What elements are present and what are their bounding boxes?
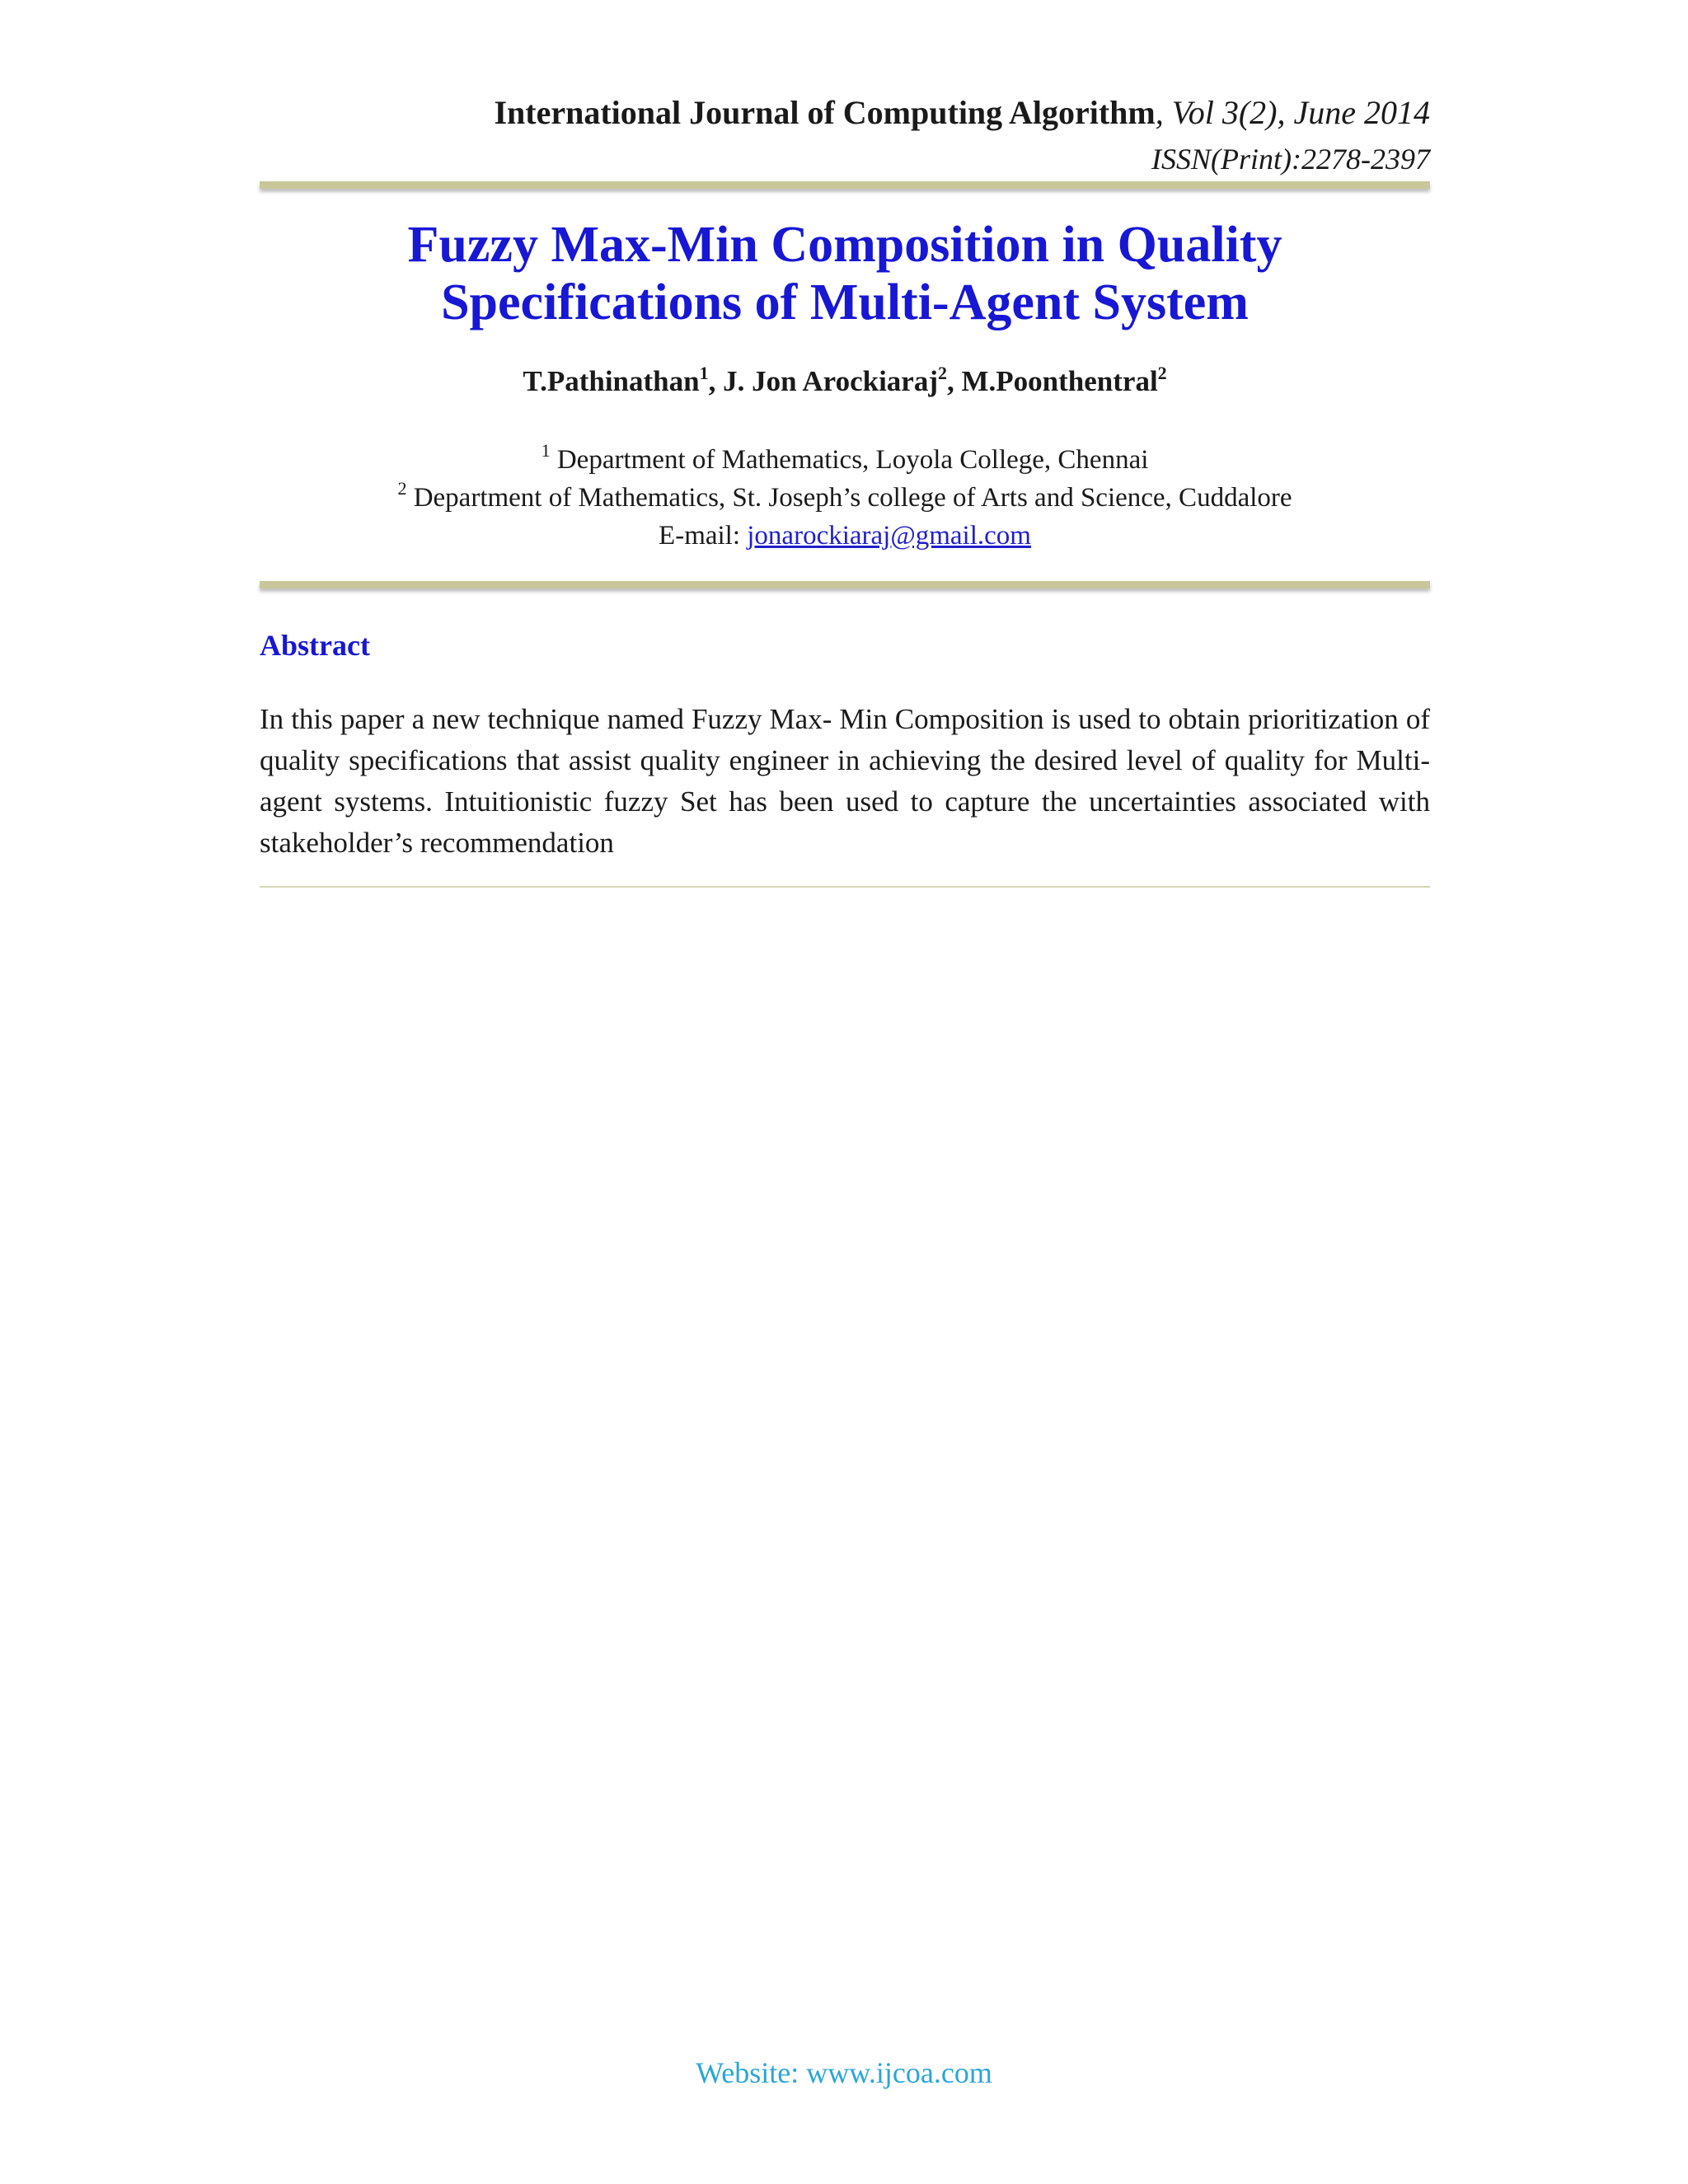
author-affiliation-mark: 2 [938, 363, 947, 383]
affiliation-mark: 2 [397, 478, 407, 499]
journal-issn: ISSN(Print):2278-2397 [1151, 143, 1430, 176]
email-label: E-mail: [659, 521, 748, 551]
email-line [260, 517, 1430, 555]
abstract-heading: Abstract [260, 629, 370, 662]
journal-name: International Journal of Computing Algorithm [494, 94, 1156, 131]
header-divider [260, 181, 1430, 189]
author-separator: , [708, 365, 724, 397]
footer-website: Website: www.ijcoa.com [696, 2056, 992, 2089]
email-link[interactable]: jonarockiaraj@gmail.com [747, 521, 1031, 551]
paper-title-line-1: Fuzzy Max-Min Composition in Quality [407, 217, 1282, 273]
author-affiliation-mark: 2 [1157, 363, 1167, 383]
author-name: T.Pathinathan [523, 365, 700, 397]
author-name: J. Jon Arockiaraj [723, 365, 938, 397]
abstract-divider [260, 886, 1430, 888]
affiliation-2 [260, 479, 1430, 517]
affiliation-1 [260, 441, 1430, 479]
journal-header [260, 89, 1430, 181]
author-separator: , [947, 365, 962, 397]
paper-title [260, 216, 1430, 331]
author-list [260, 361, 1430, 402]
author-affiliation-mark: 1 [699, 363, 709, 383]
affiliation-mark: 1 [541, 440, 551, 461]
paper-title-line-2: Specifications of Multi-Agent System [441, 274, 1249, 330]
affiliation-divider [260, 581, 1430, 588]
affiliation-text: Department of Mathematics, Loyola College, Chennai [550, 445, 1149, 475]
journal-volume: , Vol 3(2), June 2014 [1155, 94, 1430, 131]
abstract-body: In this paper a new technique named Fuzzy Max- Min Composition is used to obtain prioritization of quality specifications that assist quality engineer in achieving the desired level of quality for Multi-agent systems. Intuitionistic fuzzy Set has been used to capture the uncertainties associated with stakeholder’s recommendation [260, 703, 1430, 859]
journal-citation [260, 89, 1430, 137]
affiliation-text: Department of Mathematics, St. Joseph’s college of Arts and Science, Cuddalore [406, 483, 1292, 513]
author-name: M.Poonthentral [961, 365, 1158, 397]
